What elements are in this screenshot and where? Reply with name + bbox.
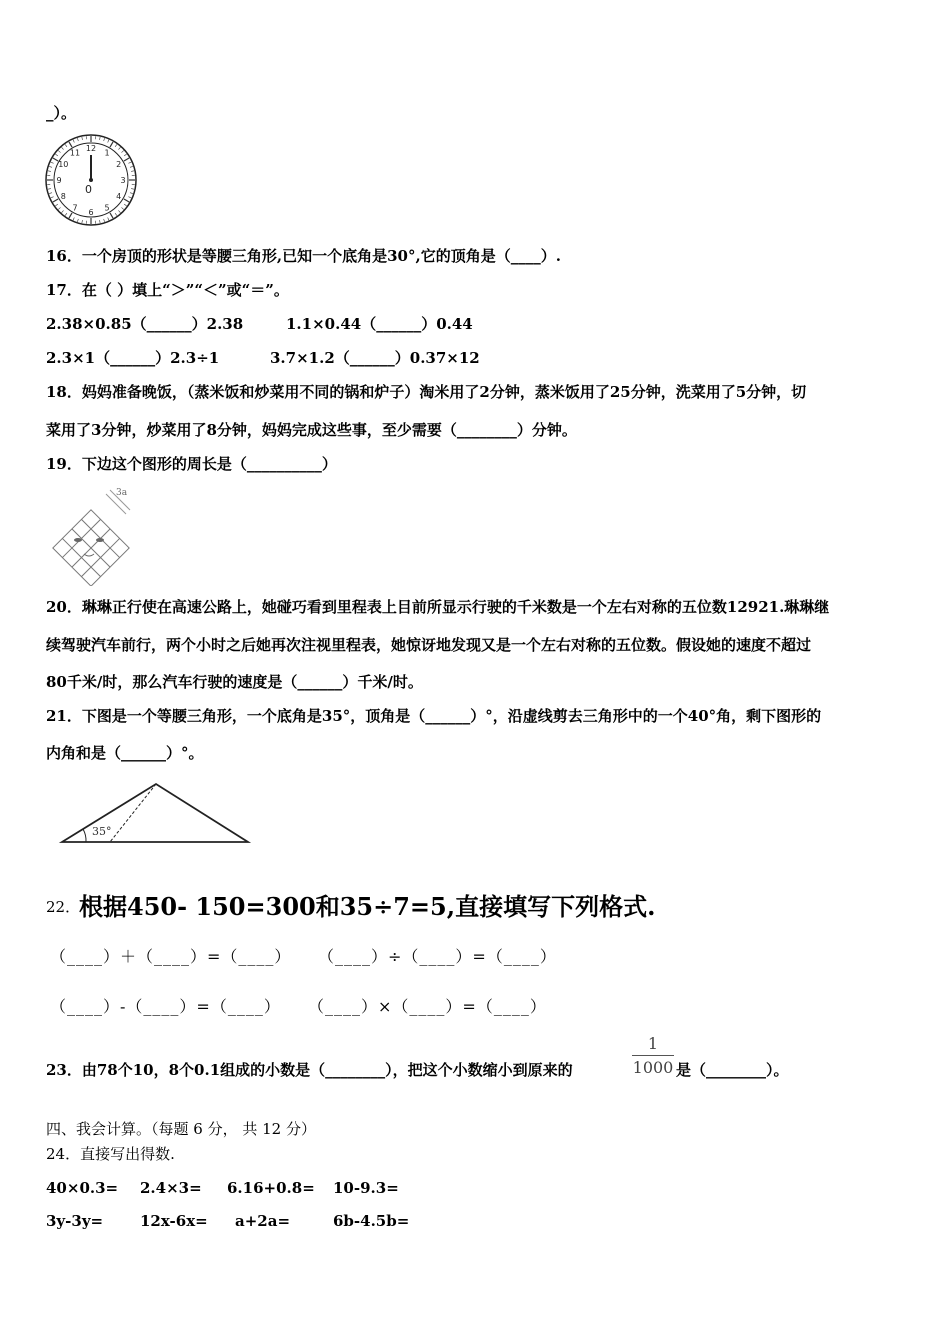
q24-item: 6.16+0.8= (227, 1179, 315, 1197)
angle-label-35: 35° (92, 825, 112, 838)
clock-number: 3 (120, 176, 126, 185)
question-20-line1: 20．琳琳正行使在高速公路上，她碰巧看到里程表上目前所显示行驶的千米数是一个左右对称的五位数12921.琳琳继 (46, 598, 830, 616)
question-21-line2: 内角和是（______）°。 (46, 744, 204, 762)
q22-blank-row: （____）＋（____）=（____） (50, 947, 292, 966)
question-18-line1: 18．妈妈准备晚饭，（蒸米饭和炒菜用不同的锅和炉子）淘米用了2分钟，蒸米饭用了25分钟，洗菜用了5分钟，切 (46, 383, 807, 401)
question-22-number: 22． (46, 898, 81, 916)
question-22-title: 根据450- 150=300和35÷7=5,直接填写下列格式. (79, 892, 656, 921)
q17-item: 3.7×1.2（______）0.37×12 (270, 349, 480, 367)
q19-face-figure (44, 482, 138, 586)
question-fragment: _）。 (46, 104, 77, 122)
question-20-line2: 续驾驶汽车前行，两个小时之后她再次注视里程表，她惊讶地发现又是一个左右对称的五位数。假设她的速度不超过 (46, 636, 812, 654)
clock-center-label: 0 (85, 183, 92, 196)
question-20-line3: 80千米/时，那么汽车行驶的速度是（______）千米/时。 (46, 673, 423, 691)
q17-item: 2.3×1（______）2.3÷1 (46, 349, 220, 367)
q24-item: 6b-4.5b= (333, 1212, 410, 1230)
question-18-line2: 菜用了3分钟，炒菜用了8分钟，妈妈完成这些事，至少需要（________）分钟。 (46, 421, 577, 439)
figure-label-3a: 3a (116, 488, 128, 498)
section-4-heading: 四、我会计算。（每题 6 分， 共 12 分） (46, 1120, 316, 1138)
clock-number: 7 (72, 203, 78, 213)
q24-item: 40×0.3= (46, 1179, 119, 1197)
question-16: 16．一个房顶的形状是等腰三角形,已知一个底角是30°,它的顶角是（____）. (46, 247, 561, 265)
clock-number: 2 (116, 160, 122, 169)
clock-number: 11 (69, 148, 81, 158)
q24-item: 3y-3y= (46, 1212, 104, 1230)
fraction-denominator: 1000 (632, 1058, 674, 1077)
question-21-line1: 21．下图是一个等腰三角形，一个底角是35°，顶角是（______）°，沿虚线剪去三角形中的一个40°角，剩下图形的 (46, 707, 822, 725)
fraction-one-thousandth (632, 1034, 674, 1077)
q21-triangle-figure (58, 780, 254, 846)
question-19: 19．下边这个图形的周长是（__________） (46, 455, 337, 473)
question-23-before: 23．由78个10，8个0.1组成的小数是（________），把这个小数缩小到原来的 (46, 1061, 573, 1079)
q22-blank-row: （____）-（____）=（____） (50, 997, 281, 1016)
q22-blank-row: （____）×（____）=（____） (308, 997, 547, 1016)
clock-number: 12 (85, 144, 97, 153)
q17-item: 2.38×0.85（______）2.38 (46, 315, 244, 333)
question-17-title: 17．在（ ）填上“＞”“＜”或“＝”。 (46, 281, 289, 299)
q24-item: 10-9.3= (333, 1179, 399, 1197)
q22-blank-row: （____）÷（____）=（____） (318, 947, 557, 966)
clock-number: 1 (104, 148, 110, 158)
clock-figure (44, 133, 138, 227)
clock-number: 9 (56, 176, 62, 185)
clock-number: 10 (58, 160, 69, 169)
q24-item: 12x-6x= (140, 1212, 208, 1230)
question-23-after: 是（________）。 (676, 1061, 789, 1079)
question-24-title: 24．直接写出得数. (46, 1145, 175, 1163)
clock-number: 8 (60, 192, 66, 201)
clock-number: 6 (88, 208, 94, 217)
clock-number: 4 (116, 192, 122, 201)
clock-number: 5 (104, 203, 110, 213)
q24-item: 2.4×3= (140, 1179, 202, 1197)
fraction-numerator: 1 (647, 1034, 659, 1053)
q24-item: a+2a= (235, 1212, 291, 1230)
q17-item: 1.1×0.44（______）0.44 (286, 315, 473, 333)
